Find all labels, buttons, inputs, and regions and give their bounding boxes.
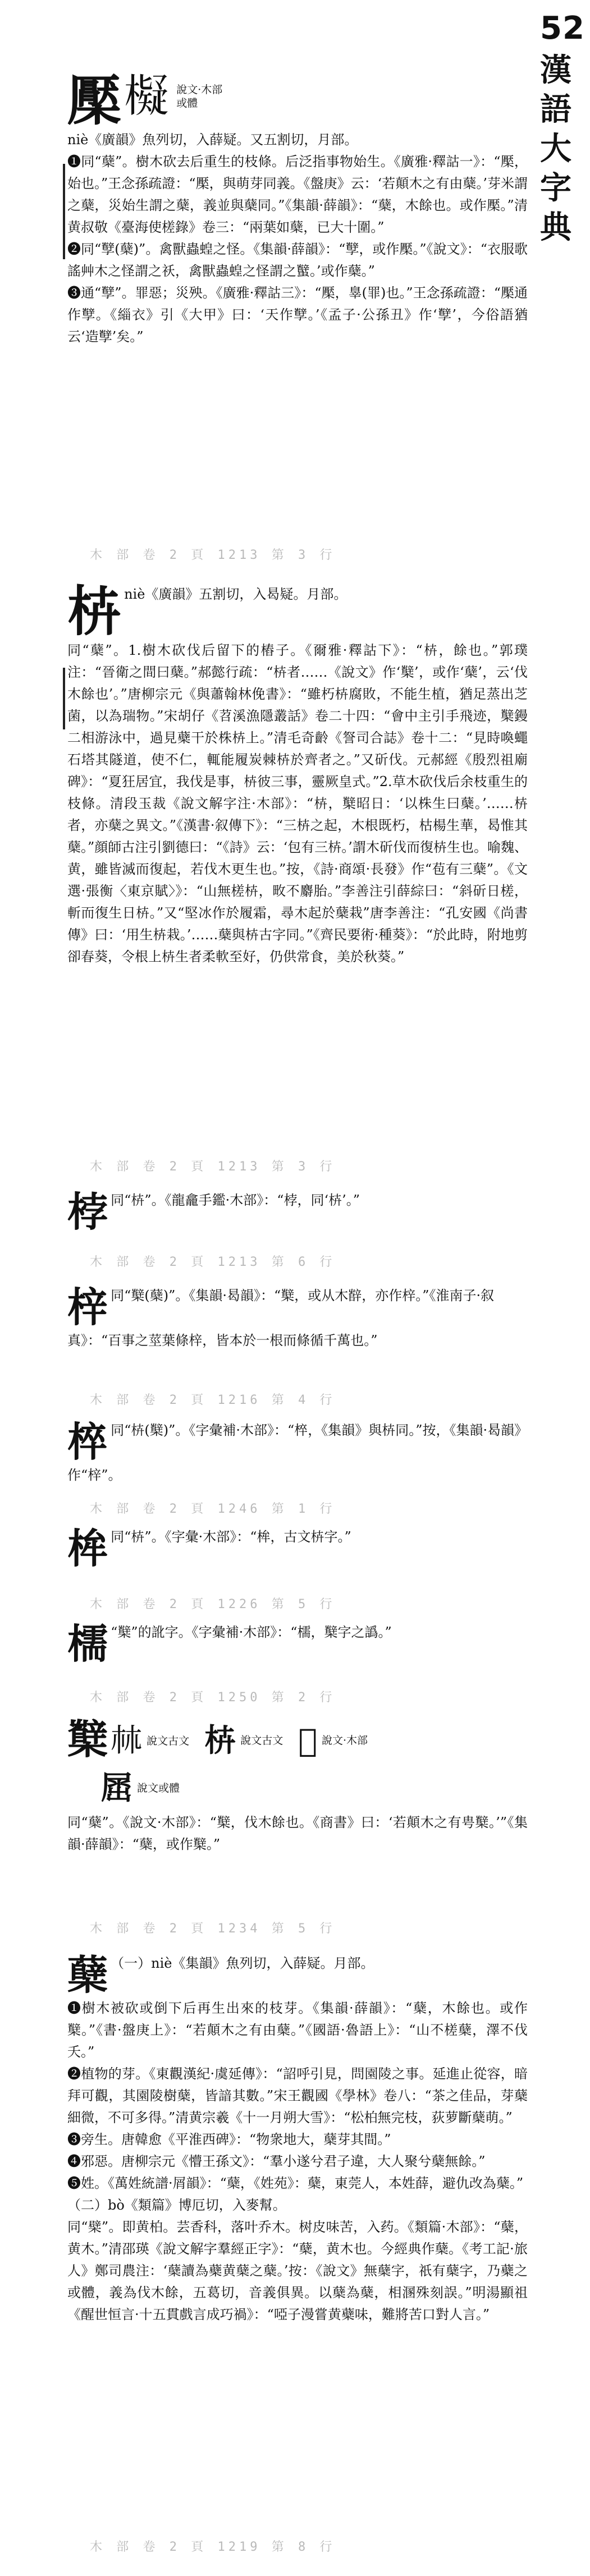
- entry-paragraph: 同“枿”。《字彙·木部》：“桙，古文枿字。”: [111, 1529, 351, 1545]
- entry-paragraph: ❹邪惡。唐柳宗元《懵王孫文》：“羣小遂兮君子違，大人聚兮蘖無餘。”: [67, 2153, 486, 2169]
- entry-paragraph: 同“枿(櫱)”。《字彙補·木部》：“椊，《集韻》與枿同。”按，《集韻·曷韻》作“梓”。: [67, 1422, 522, 1483]
- book-title-char: 語: [540, 91, 571, 128]
- variant-glyph: 𣡘 說文·木部: [298, 1722, 368, 1759]
- seal-script-glyph: [124, 70, 223, 122]
- dictionary-entry: [67, 69, 528, 348]
- dictionary-entry: [67, 1622, 528, 1666]
- page-reference: 木 部 卷 2 頁 1213 第 3 行: [90, 548, 336, 562]
- book-title: [538, 50, 574, 247]
- entry-head-row: [67, 69, 528, 132]
- entry-paragraph: （一）niè《集韻》魚列切，入薛疑。月部。: [111, 1955, 374, 1971]
- page-reference: 木 部 卷 2 頁 1246 第 1 行: [90, 1502, 336, 1516]
- head-character: 檽: [67, 1620, 108, 1668]
- entry-paragraph: ❷植物的芽。《東觀漢紀·虞延傳》：“詔呼引見，問園陵之事。延進止從容，暗拜可觀，其園陵樹蘖，皆諳其數。”宋王觀國《學林》卷八：“茶之佳品，芽蘖細微，不可多得。”清黄宗羲《十一月朔大雪》：“松柏無完枝，荻萝斷蘖萌。”: [67, 2066, 528, 2125]
- entry-paragraph: niè《廣韻》五割切，入曷疑。月部。: [124, 586, 347, 602]
- margin-mark: [63, 164, 65, 259]
- entry-paragraph: niè《廣韻》魚列切，入薛疑。又五割切，月部。: [67, 132, 358, 148]
- entry-paragraph: 同“枿”。《龍龕手鑑·木部》：“桲，同‘枿’。”: [111, 1192, 360, 1208]
- dictionary-entry: [67, 1285, 528, 1352]
- page-number: 52: [540, 10, 585, 47]
- entry-paragraph: ❶同“蘖”。樹木砍去后重生的枝條。后泛指事物始生。《廣雅·釋詁一》：“檿，始也。”王念孫疏證：“檿，與萌芽同義。《盤庚》云：‘若顛木之有由蘖。’芽米謂之蘖，災始生謂之蘖，義並與蘖同。”《集韻·薛韻》：“蘖，木餘也。或作檿。”清黄叔敬《臺海使槎錄》卷三：“兩葉如蘖，已大十圍。”: [67, 154, 528, 235]
- entry-head-row: [101, 1765, 528, 1812]
- dictionary-entry: [67, 1717, 528, 1856]
- entry-paragraph: ❸通“孼”。罪惡；災殃。《廣雅·釋詁三》：“檿，辠(罪)也。”王念孫疏證：“檿通作孼。《緇衣》引《大甲》曰：‘天作孼。’《孟子·公孫丑》作‘孼’，今俗語猶云‘造孼’矣。”: [67, 285, 528, 345]
- head-character: 桙: [67, 1525, 108, 1572]
- book-title-char: 漢: [540, 52, 571, 89]
- entry-paragraph: 同“蘖”。1.樹木砍伐后留下的樁子。《爾雅·釋詁下》：“枿，餘也。”郭璞注：“晉衛之間曰蘖。”郝懿行疏：“枿者……《說文》作‘櫱’，或作‘蘖’，云‘伐木餘也’。”唐柳宗元《與蕭翰林俛書》：“雖朽枿腐敗，不能生植，猶足蒸出芝菌，以為瑞物。”宋胡仔《苕溪漁隱叢話》卷二十四：“會中主引手飛迹，櫱鏝二相游泳中，過見蘗干於株枿上。”清毛奇齡《詧司合誌》卷十二：“見時喚蠅石塔其隧道，使不仁，輒能履炭棘枿於齊者之。”又斫伐。元郝經《殷烈祖廟碑》：“夏狂居宜，我伐是事，枿彼三事，靈厥皇式。”2.草木砍伐后余枝重生的枝條。清段玉裁《說文解字注·木部》：“枿，櫱昭日：‘以株生曰蘖。’……枿者，亦蘖之異文。”《漢書·叙傳下》：“三枿之起，木根既朽，枯楊生華，曷惟其蘖。”顔師古注引劉德曰：“《詩》云：‘包有三枿。’謂木斫伐而復枿生也。喻魏、黄，雖皆滅而復起，若伐木更生也。”按，《詩·商頌·長發》作“苞有三蘖”。《文選·張衡〈東京賦〉》：“山無槎枿，畋不麝胎。”李善注引薛綜曰：“斜斫日槎，斬而復生日枿。”又“堅冰作於履霜，尋木起於蘖栽”唐李善注：“孔安國《尚書傳》曰：‘用生枿栽。’……蘖與枿古字同。”《齊民要術·種葵》：“於此時，附地剪卻春葵，令根上枿生者柔軟至好，仍供常食，美於秋葵。”: [67, 642, 528, 965]
- head-character: 椊: [67, 1418, 108, 1466]
- entry-paragraph: ❺姓。《萬姓統譜·屑韻》：“蘖，《姓苑》：蘖，東莞人，本姓薛，避仇改為蘖。”: [67, 2175, 524, 2191]
- entry-paragraph: ❷同“孼(蘖)”。禽獸蟲蝗之怪。《集韻·薛韻》：“孼，或作檿。”《說文》：“衣服歌謠艸木之怪謂之祅，禽獸蟲蝗之怪謂之蠥。’或作蘖。”: [67, 241, 528, 279]
- book-title-char: 字: [540, 169, 571, 206]
- head-character: 梓: [67, 1283, 108, 1331]
- dictionary-entry: [67, 1953, 528, 2326]
- page-reference: 木 部 卷 2 頁 1213 第 6 行: [90, 1255, 336, 1269]
- head-character: 檿: [67, 69, 121, 132]
- variant-glyph: 枿 說文古文: [204, 1722, 283, 1759]
- entry-head-row: [67, 1717, 528, 1765]
- entry-paragraph: ❸旁生。唐韓愈《平淮西碑》：“物衆地大，蘖芽其間。”: [67, 2132, 391, 2147]
- dictionary-entry: [67, 1420, 528, 1486]
- entry-paragraph: 同“蘖”。《說文·木部》：“櫱，伐木餘也。《商書》曰：‘若顛木之有甹櫱。’”《集韻·薛韻》：“蘖，或作櫱。”: [67, 1815, 528, 1852]
- dictionary-entry: [67, 580, 528, 968]
- entry-paragraph: 同“櫱(蘖)”。《集韻·曷韻》：“櫱，或从木辥，亦作梓。”《淮南子·叙真》：“百事之莖葉條梓，皆本於一根而條循千萬也。”: [67, 1288, 495, 1348]
- entry-paragraph: “櫱”的訛字。《字彙補·木部》：“檽，櫱字之譌。”: [111, 1624, 392, 1640]
- page-reference: 木 部 卷 2 頁 1226 第 5 行: [90, 1597, 336, 1611]
- variant-glyph: 𡲬 說文或體: [101, 1770, 180, 1807]
- head-character: 櫱: [67, 1715, 108, 1763]
- head-character: 桲: [67, 1188, 108, 1236]
- head-character: 枿: [67, 580, 121, 643]
- entry-paragraph: 同“檗”。即黄柏。芸香科，落叶乔木。树皮味苦，入药。《類篇·木部》：“蘖，黄木。”清邵瑛《說文解字羣經正字》：“蘖，黄木也。今經典作蘖。《考工記·旅人》鄭司農注：‘蘖讀為蘗黄蘖之蘖。’按：《說文》無蘖字，祇有蘖字，乃蘗之或體，義為伐木餘，五葛切，音義俱異。以蘖為蘖，相溷殊刻誤。”明湯顯祖《醒世恒言·十五貫戲言成巧禍》：“啞子漫嘗黄蘗味，難將苦口對人言。”: [67, 2219, 528, 2322]
- glyph-source: 說文·木部 或體: [176, 84, 223, 109]
- head-character: 蘖: [67, 1951, 108, 1999]
- book-title-char: 典: [540, 209, 571, 246]
- seal-glyph: 𣝅: [124, 70, 170, 122]
- book-title-char: 大: [540, 130, 571, 167]
- page-reference: 木 部 卷 2 頁 1219 第 8 行: [90, 2540, 336, 2554]
- entry-paragraph: （二）bò《類篇》博厄切，入麥幫。: [67, 2197, 286, 2213]
- page-reference: 木 部 卷 2 頁 1250 第 2 行: [90, 1691, 336, 1705]
- entry-paragraph: ❶樹木被砍或倒下后再生出來的枝芽。《集韻·薛韻》：“蘖，木餘也。或作櫱。”《書·盤庚上》：“若顛木之有由蘖。”《國語·魯語上》：“山不槎蘖，澤不伐夭。”: [67, 2000, 528, 2060]
- margin-mark: [63, 668, 65, 729]
- page-reference: 木 部 卷 2 頁 1216 第 4 行: [90, 1393, 336, 1407]
- variant-glyph: 𣏟 說文古文: [111, 1723, 190, 1759]
- page-reference: 木 部 卷 2 頁 1234 第 5 行: [90, 1922, 336, 1936]
- dictionary-entry: [67, 1526, 528, 1571]
- page-reference: 木 部 卷 2 頁 1213 第 3 行: [90, 1160, 336, 1174]
- dictionary-entry: [67, 1190, 528, 1234]
